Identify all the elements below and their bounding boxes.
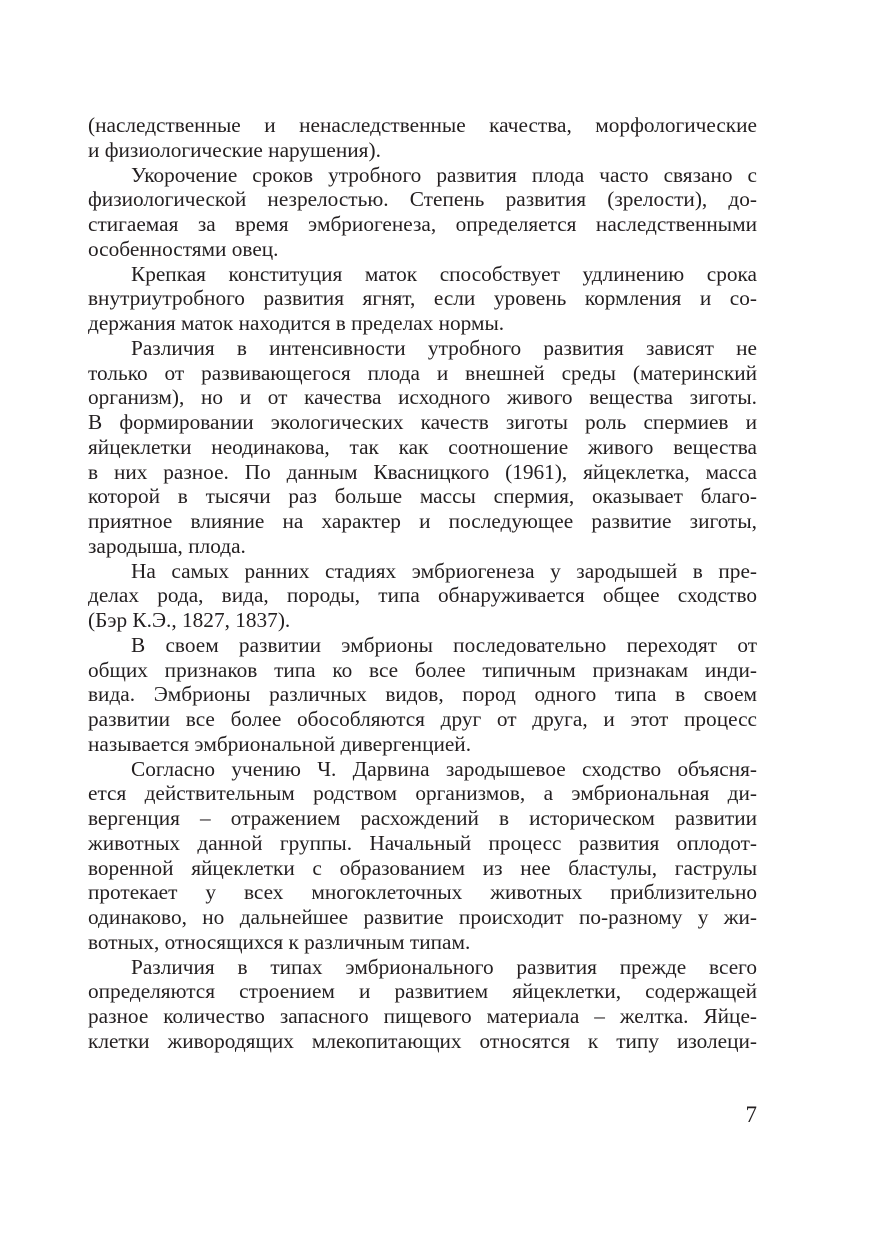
text-line: протекает у всех многоклеточных животных приблизительно bbox=[88, 880, 757, 905]
text-line: определяются строением и развитием яйцеклетки, содержащей bbox=[88, 979, 757, 1004]
text-line: разное количество запасного пищевого материала – желтка. Яйце- bbox=[88, 1004, 757, 1028]
paragraph bbox=[88, 955, 757, 1054]
text-line: в них разное. По данным Квасницкого (1961), яйцеклетка, масса bbox=[88, 459, 757, 484]
text-line: Различия в типах эмбрионального развития прежде всего bbox=[131, 954, 757, 979]
text-line: Крепкая конституция маток способствует удлинению срока bbox=[131, 261, 757, 286]
text-line: приятное влияние на характер и последующее развитие зиготы, bbox=[88, 509, 757, 533]
text-line: Укорочение сроков утробного развития плода часто связано с bbox=[131, 162, 757, 187]
page-body bbox=[88, 113, 757, 1054]
paragraph bbox=[88, 336, 757, 559]
text-line: Различия в интенсивности утробного развития зависят не bbox=[131, 335, 757, 360]
text-line: только от развивающегося плода и внешней среды (материнский bbox=[88, 360, 757, 385]
text-line: называется эмбриональной дивергенцией. bbox=[88, 731, 472, 756]
text-line: стигаемая за время эмбриогенеза, определяется наследственными bbox=[88, 212, 757, 236]
text-line: держания маток находится в пределах нормы. bbox=[88, 311, 505, 335]
text-line: физиологической незрелостью. Степень развития (зрелости), до- bbox=[88, 187, 757, 212]
text-line: организм), но и от качества исходного живого вещества зиготы. bbox=[88, 385, 757, 410]
text-line: воренной яйцеклетки с образованием из нее бластулы, гаструлы bbox=[88, 855, 757, 880]
text-line: вергенция – отражением расхождений в историческом развитии bbox=[88, 806, 757, 830]
text-line: яйцеклетки неодинакова, так как соотношение живого вещества bbox=[88, 434, 757, 459]
text-line: (наследственные и ненаследственные качества, морфологические bbox=[88, 113, 757, 137]
page-number: 7 bbox=[745, 1102, 757, 1127]
text-line: В своем развитии эмбрионы последовательно переходят от bbox=[131, 632, 757, 657]
text-line: развитии все более обособляются друг от друга, и этот процесс bbox=[88, 707, 757, 731]
text-line: общих признаков типа ко все более типичным признакам инди- bbox=[88, 657, 757, 682]
text-line: (Бэр К.Э., 1827, 1837). bbox=[88, 608, 291, 632]
text-line: и физиологические нарушения). bbox=[88, 137, 381, 162]
text-line: одинаково, но дальнейшее развитие происходит по-разному у жи- bbox=[88, 905, 757, 929]
text-line: особенностями овец. bbox=[88, 236, 279, 261]
text-line: На самых ранних стадиях эмбриогенеза у зародышей в пре- bbox=[131, 558, 757, 583]
text-line: внутриутробного развития ягнят, если уровень кормления и со- bbox=[88, 286, 757, 311]
text-line: вида. Эмбрионы различных видов, пород одного типа в своем bbox=[88, 682, 757, 707]
text-line: зародыша, плода. bbox=[88, 533, 246, 558]
text-line: клетки живородящих млекопитающих относятся к типу изолеци- bbox=[88, 1028, 757, 1053]
text-line: которой в тысячи раз больше массы спермия, оказывает благо- bbox=[88, 484, 757, 509]
text-line: вотных, относящихся к различным типам. bbox=[88, 929, 471, 954]
text-line: Согласно учению Ч. Дарвина зародышевое сходство объясня- bbox=[131, 756, 757, 781]
paragraph bbox=[88, 559, 757, 633]
paragraph bbox=[88, 163, 757, 262]
text-line: животных данной группы. Начальный процесс развития оплодот- bbox=[88, 830, 757, 855]
paragraph bbox=[88, 757, 757, 955]
paragraph bbox=[88, 262, 757, 336]
paragraph bbox=[88, 633, 757, 757]
text-line: В формировании экологических качеств зиготы роль спермиев и bbox=[88, 410, 757, 434]
paragraph bbox=[88, 113, 757, 163]
text-line: ется действительным родством организмов, а эмбриональная ди- bbox=[88, 781, 757, 806]
text-line: делах рода, вида, породы, типа обнаруживается общее сходство bbox=[88, 583, 757, 608]
